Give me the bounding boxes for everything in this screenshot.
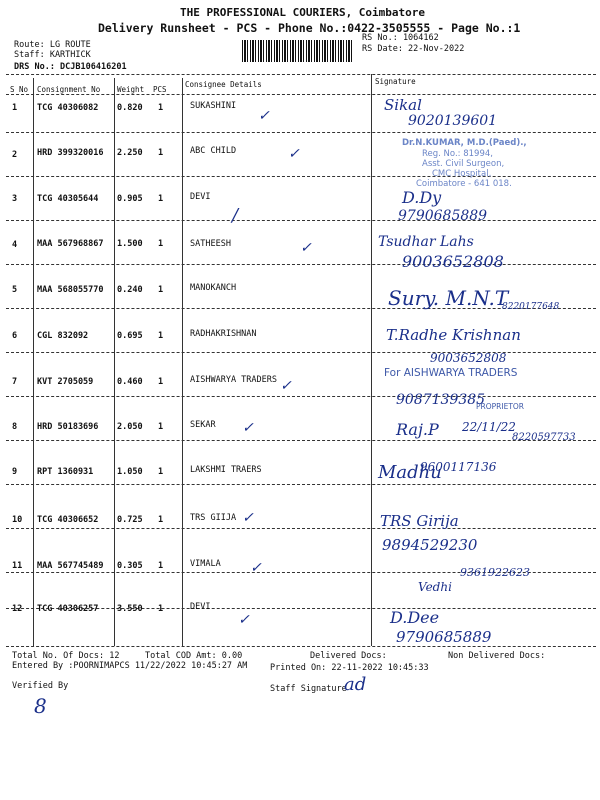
row-weight: 3.550 (117, 604, 143, 614)
row-consignee: TRS GIIJA (190, 513, 237, 523)
staff-signature: ad (344, 674, 367, 695)
row-consignee: SEKAR (190, 420, 216, 430)
row-weight: 0.240 (117, 285, 143, 295)
row-pcs: 1 (158, 467, 164, 477)
signature-phone: 9003652808 (402, 252, 504, 271)
row-sno: 7 (12, 377, 18, 387)
signature: D.Dy (402, 188, 442, 207)
row-sno: 4 (12, 240, 18, 250)
check-mark-icon: ✓ (242, 420, 254, 436)
row-sno: 2 (12, 150, 18, 160)
row-weight: 2.050 (117, 422, 143, 432)
row-divider (6, 440, 596, 441)
printed-on: Printed On: 22-11-2022 10:45:33 (270, 663, 429, 673)
row-pcs: 1 (158, 604, 164, 614)
signature: Sury. M.N.T (388, 286, 509, 310)
signature-phone: 9894529230 (382, 536, 478, 554)
row-divider (6, 94, 596, 95)
row-sno: 5 (12, 285, 18, 295)
col-header-weight: Weight (117, 85, 145, 94)
row-weight: 0.460 (117, 377, 143, 387)
col-header-pcs: PCS (153, 85, 167, 94)
row-weight: 0.820 (117, 103, 143, 113)
row-sno: 10 (12, 515, 23, 525)
row-weight: 0.695 (117, 331, 143, 341)
row-pcs: 1 (158, 148, 164, 158)
delivered-docs: Delivered Docs: (310, 651, 387, 661)
doctor-stamp: Dr.N.KUMAR, M.D.(Paed)., (402, 138, 527, 148)
check-mark-icon: ✓ (250, 560, 262, 576)
row-weight: 0.905 (117, 194, 143, 204)
check-mark-icon: ✓ (258, 108, 270, 124)
row-weight: 1.050 (117, 467, 143, 477)
row-consignee: AISHWARYA TRADERS (190, 375, 277, 385)
row-divider (6, 396, 596, 397)
signature: TRS Girija (380, 512, 459, 530)
row-consignment: MAA 568055770 (37, 285, 104, 295)
row-consignment: CGL 832092 (37, 331, 89, 341)
runsheet-title: Delivery Runsheet - PCS - Phone No.:0422-3505555 - Page No.:1 (98, 21, 521, 35)
drs-number: DRS No.: DCJB106416201 (14, 62, 127, 72)
row-divider (6, 176, 596, 177)
row-sno: 9 (12, 467, 18, 477)
signature: D.Dee (390, 608, 440, 627)
row-consignment: HRD 399320016 (37, 148, 104, 158)
check-mark-icon: / (232, 205, 239, 226)
column-divider (182, 78, 183, 646)
row-divider (6, 646, 596, 647)
row-consignee: VIMALA (190, 559, 221, 569)
check-mark-icon: ✓ (300, 240, 312, 256)
company-name: THE PROFESSIONAL COURIERS, Coimbatore (180, 6, 426, 19)
row-divider (6, 484, 596, 485)
signature-phone: 8220177648 (502, 302, 560, 312)
row-weight: 1.500 (117, 239, 143, 249)
verified-by-label: Verified By (12, 681, 69, 691)
check-mark-icon: ✓ (242, 510, 254, 526)
column-divider (114, 78, 115, 646)
row-sno: 8 (12, 422, 18, 432)
row-divider (6, 528, 596, 529)
row-consignee: DEVI (190, 192, 211, 202)
signature-phone: 9361922623 (460, 566, 530, 579)
row-consignee: RADHAKRISHNAN (190, 329, 257, 339)
doctor-stamp: CMC Hospital, (432, 169, 492, 179)
row-pcs: 1 (158, 561, 164, 571)
check-mark-icon: ✓ (280, 378, 292, 394)
col-header-consignment: Consignment No (37, 85, 101, 94)
row-pcs: 1 (158, 285, 164, 295)
column-divider (33, 78, 34, 646)
signature: Vedhi (418, 580, 452, 594)
row-pcs: 1 (158, 103, 164, 113)
row-consignee: LAKSHMI TRAERS (190, 465, 262, 475)
row-divider (6, 264, 596, 265)
signature: Sikal (384, 96, 422, 114)
signature-date: 22/11/22 (462, 420, 516, 434)
col-header-sno: S No (10, 85, 29, 94)
signature-phone: 9600117136 (420, 460, 497, 474)
row-weight: 0.725 (117, 515, 143, 525)
verified-by-signature: 8 (34, 694, 47, 718)
col-header-signature: Signature (375, 77, 416, 86)
row-consignment: MAA 567968867 (37, 239, 104, 249)
signature-phone: 8220597733 (512, 432, 576, 443)
row-divider (6, 352, 596, 353)
total-docs: Total No. Of Docs: 12 (12, 651, 120, 661)
row-consignment: RPT 1360931 (37, 467, 94, 477)
row-consignee: SUKASHINI (190, 101, 237, 111)
trader-stamp: For AISHWARYA TRADERS (384, 367, 518, 379)
signature-phone: 9020139601 (408, 113, 498, 129)
row-pcs: 1 (158, 331, 164, 341)
row-divider (6, 132, 596, 133)
row-consignee: DEVI (190, 602, 211, 612)
row-pcs: 1 (158, 515, 164, 525)
row-consignment: KVT 2705059 (37, 377, 94, 387)
doctor-stamp: Reg. No.: 81994, (422, 149, 493, 159)
row-sno: 12 (12, 604, 23, 614)
row-consignment: MAA 567745489 (37, 561, 104, 571)
row-sno: 6 (12, 331, 18, 341)
row-divider (6, 74, 596, 75)
signature-phone: 9003652808 (430, 351, 507, 365)
rs-date: RS Date: 22-Nov-2022 (362, 44, 465, 54)
signature: T.Radhe Krishnan (386, 326, 521, 344)
staff-label: Staff: KARTHICK (14, 50, 91, 60)
barcode (242, 40, 354, 62)
non-delivered-docs: Non Delivered Docs: (448, 651, 546, 661)
row-pcs: 1 (158, 194, 164, 204)
trader-stamp-role: PROPRIETOR (476, 402, 525, 411)
column-divider (371, 74, 372, 646)
doctor-stamp: Coimbatore - 641 018. (416, 179, 512, 189)
check-mark-icon: ✓ (288, 146, 300, 162)
row-pcs: 1 (158, 239, 164, 249)
rs-number: RS No.: 1064162 (362, 33, 439, 43)
row-weight: 2.250 (117, 148, 143, 158)
staff-signature-label: Staff Signature (270, 684, 347, 694)
row-pcs: 1 (158, 422, 164, 432)
row-sno: 1 (12, 103, 18, 113)
col-header-consignee: Consignee Details (185, 80, 262, 89)
route-label: Route: LG ROUTE (14, 40, 91, 50)
signature: Raj.P (396, 420, 439, 439)
signature-phone: 9087139385 (396, 392, 486, 408)
total-cod-amount: Total COD Amt: 0.00 (145, 651, 243, 661)
check-mark-icon: ✓ (238, 612, 250, 628)
signature: Tsudhar Lahs (378, 234, 474, 250)
row-consignment: TCG 40306257 (37, 604, 99, 614)
signature-phone: 9790685889 (396, 628, 492, 646)
row-consignment: TCG 40306652 (37, 515, 99, 525)
row-consignee: SATHEESH (190, 239, 231, 249)
row-consignee: MANOKANCH (190, 283, 237, 293)
signature-phone: 9790685889 (398, 208, 488, 224)
row-divider (6, 220, 596, 221)
row-pcs: 1 (158, 377, 164, 387)
row-sno: 3 (12, 194, 18, 204)
row-consignee: ABC CHILD (190, 146, 237, 156)
row-consignment: TCG 40306082 (37, 103, 99, 113)
entered-by: Entered By :POORNIMAPCS 11/22/2022 10:45:27 AM (12, 661, 248, 671)
row-weight: 0.305 (117, 561, 143, 571)
row-sno: 11 (12, 561, 23, 571)
doctor-stamp: Asst. Civil Surgeon, (422, 159, 505, 169)
row-consignment: HRD 50183696 (37, 422, 99, 432)
row-consignment: TCG 40305644 (37, 194, 99, 204)
signature: Madhu (378, 462, 442, 483)
